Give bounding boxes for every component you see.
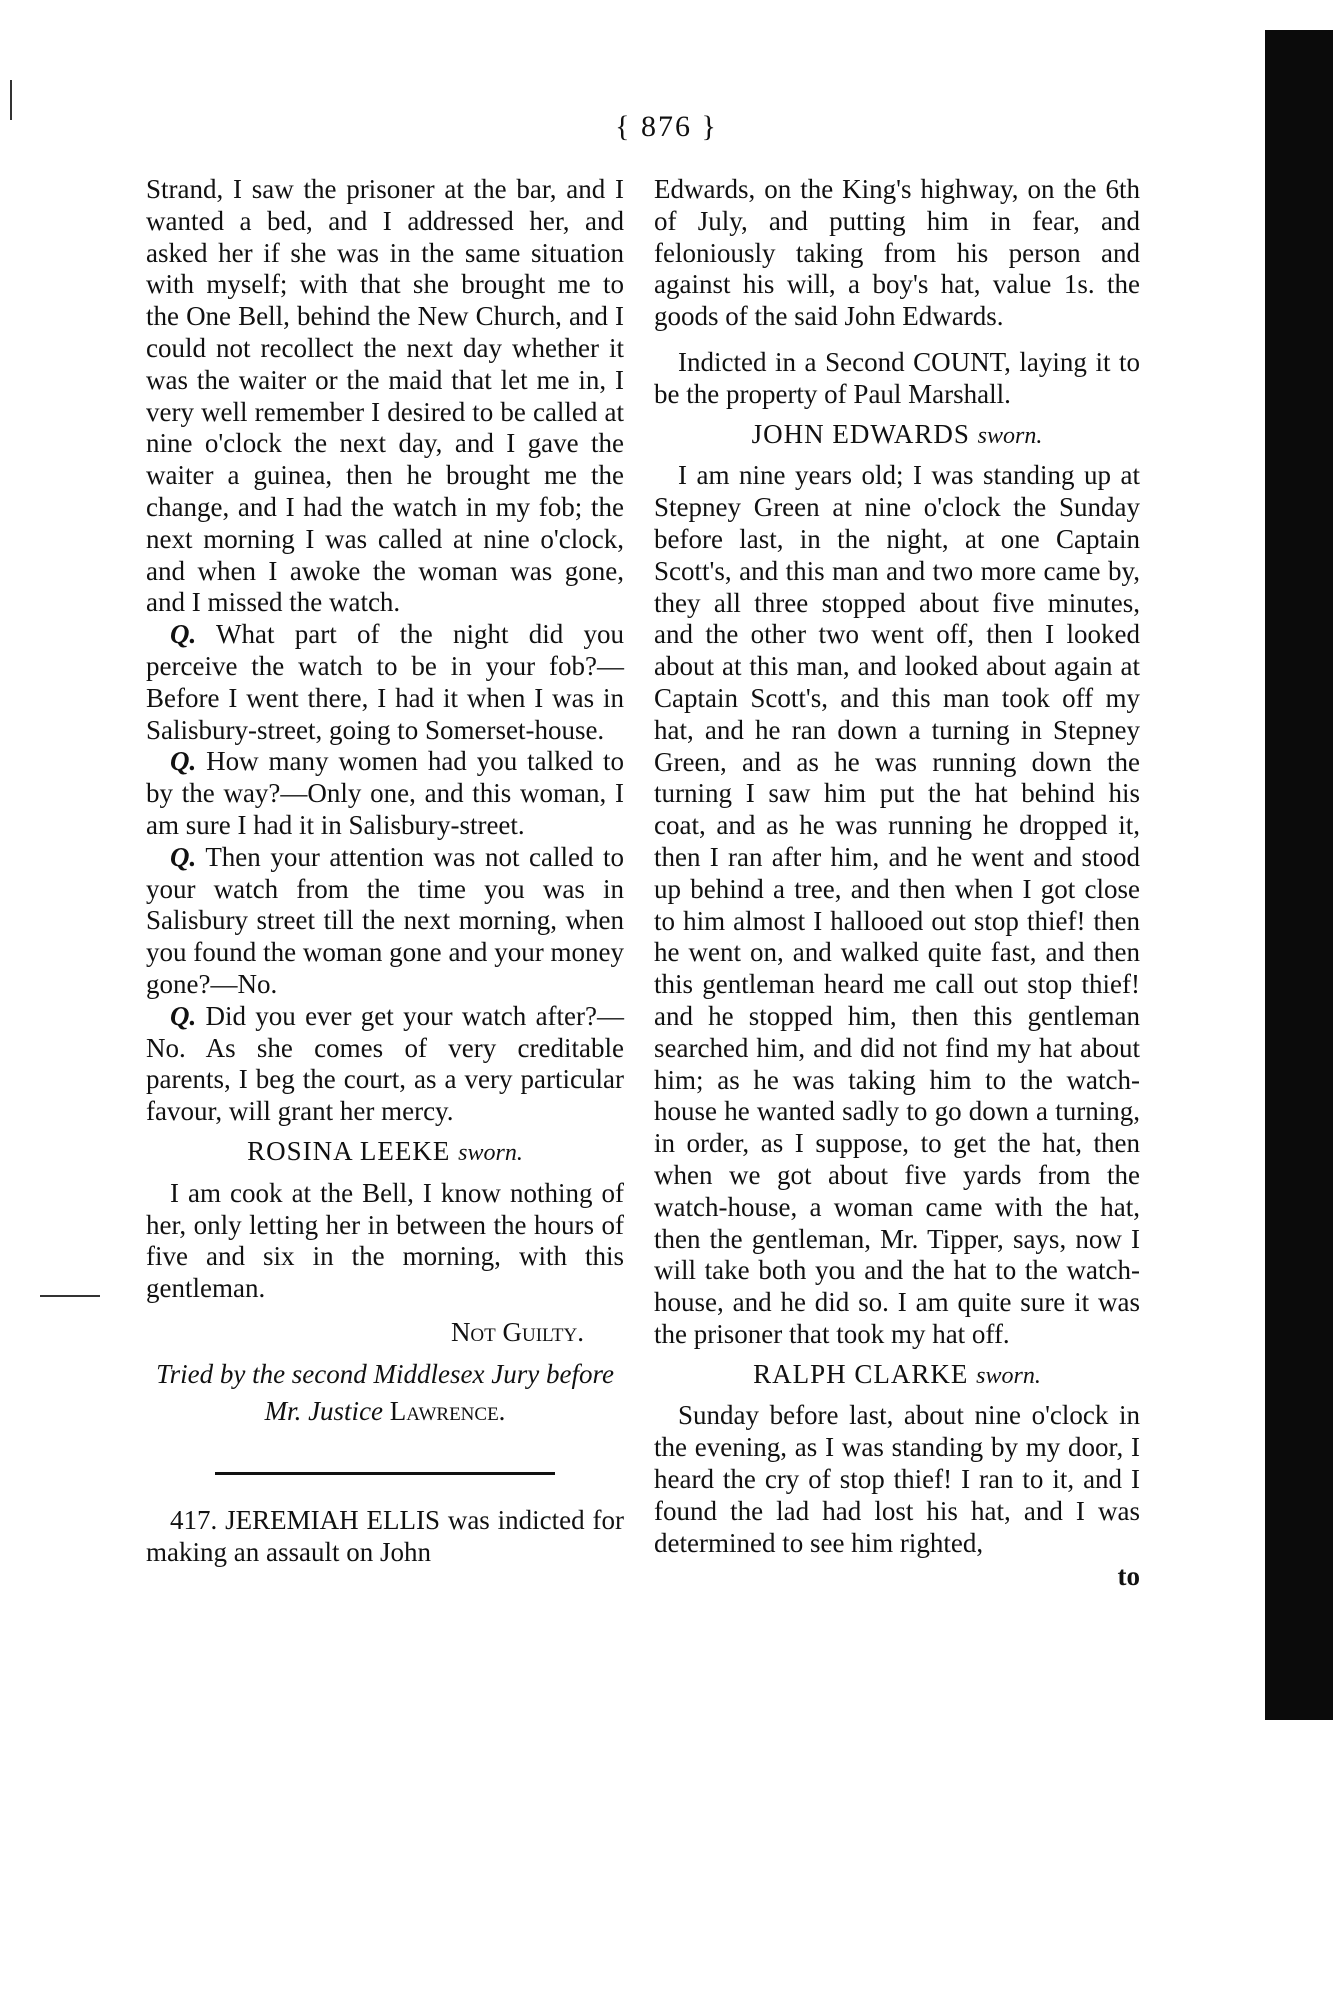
question-paragraph (146, 619, 624, 746)
spacer (654, 333, 1140, 347)
question-mark: Q. (170, 619, 197, 650)
sworn-label: sworn. (458, 1139, 523, 1166)
judge-title: Mr. Justice (264, 1396, 384, 1427)
right-column (654, 174, 1140, 1593)
section-divider (215, 1472, 555, 1475)
page-number: { 876 } (615, 110, 718, 143)
witness-heading (654, 419, 1140, 453)
verdict: Not Guilty. (450, 1316, 584, 1347)
question-text: Then your attention was not called to your watch from the time you was in Salisbury street till the next morning, when you found the woman gone and your money gone?—No. (146, 841, 624, 999)
question-mark: Q. (170, 1000, 197, 1031)
witness-name: JOHN EDWARDS (751, 418, 970, 449)
sworn-label: sworn. (977, 422, 1043, 449)
question-text: What part of the night did you perceive the watch to be in your fob?—Before I went there, I had it when I was in Salisbury-street, going to Somerset-house. (146, 619, 624, 745)
scan-speckle (40, 1295, 100, 1297)
question-paragraph (146, 1001, 624, 1128)
testimony: I am nine years old; I was standing up at Stepney Green at nine o'clock the Sunday before last, in the night, at one Captain Scott's, and this man and two more came by, they all three stopped about five minutes, and the other two went off, then I looked about at this man, and looked about again at Captain Scott's, and this man took off my hat, and he ran down a turning in Stepney Green, and as he was running down the turning I saw him put the hat behind his coat, and as he was running he dropped it, then I ran after him, and he went and stood up behind a tree, and then when I got close to him almost I hallooed out stop thief! then he went on, and walked quite fast, and then this gentleman heard me call out stop thief! and he stopped him, then this gentleman searched him, and did not find my hat about him; as he was taking him to the watch-house he wanted sadly to go down a turning, in order, as I suppose, to get the hat, then when we got about five yards from the watch-house, a woman came with the hat, then the gentleman, Mr. Tipper, says, now I will take both you and the hat to the watch-house, and he did so. I am quite sure it was the prisoner that took my hat off. (654, 460, 1140, 1349)
question-text: How many women had you talked to by the way?—Only one, and this woman, I am sure I had it in Salisbury-street. (146, 746, 624, 840)
testimony: Sunday before last, about nine o'clock in the evening, as I was standing by my door, I heard the cry of stop thief! I ran to it, and I found the lad had lost his hat, and I was determined to see him righted, (654, 1400, 1140, 1558)
case-intro: 417. JEREMIAH ELLIS was indicted for making an assault on John (146, 1505, 624, 1568)
left-column (146, 174, 624, 1569)
judge-name: Lawrence. (389, 1396, 506, 1427)
witness-name: RALPH CLARKE (753, 1358, 969, 1389)
witness-heading (146, 1136, 624, 1170)
question-paragraph (146, 746, 624, 841)
paragraph: Edwards, on the King's highway, on the 6th of July, and putting him in fear, and feloniously taking from his person and against his will, a boy's hat, value 1s. the goods of the said John Edwards. (654, 174, 1140, 332)
page-edge-shadow (1265, 30, 1333, 1720)
judge-line (146, 1396, 624, 1428)
tried-line: Tried by the second Middlesex Jury before (156, 1358, 614, 1389)
witness-heading (654, 1359, 1140, 1393)
question-mark: Q. (170, 841, 197, 872)
witness-name: ROSINA LEEKE (247, 1135, 451, 1166)
question-mark: Q. (170, 746, 197, 777)
paragraph: Strand, I saw the prisoner at the bar, and I wanted a bed, and I addressed her, and asked her if she was in the same situation with myself; with that she brought me to the One Bell, behind the New Church, and I could not recollect the next day whether it was the waiter or the maid that let me in, I very well remember I desired to be called at nine o'clock the next day, and I gave the waiter a guinea, then he brought me the change, and I had the watch in my fob; the next morning I was called at nine o'clock, and when I awoke the woman was gone, and I missed the watch. (146, 174, 624, 618)
question-paragraph (146, 842, 624, 1001)
catchword: to (1117, 1561, 1140, 1592)
count-paragraph: Indicted in a Second COUNT, laying it to be the property of Paul Marshall. (654, 346, 1140, 409)
sworn-label: sworn. (976, 1362, 1041, 1389)
question-text: Did you ever get your watch after?—No. As she comes of very creditable parents, I beg the court, as a very particular favour, will grant her mercy. (146, 1000, 625, 1127)
testimony: I am cook at the Bell, I know nothing of her, only letting her in between the hours of five and six in the morning, with this gentleman. (146, 1177, 624, 1304)
